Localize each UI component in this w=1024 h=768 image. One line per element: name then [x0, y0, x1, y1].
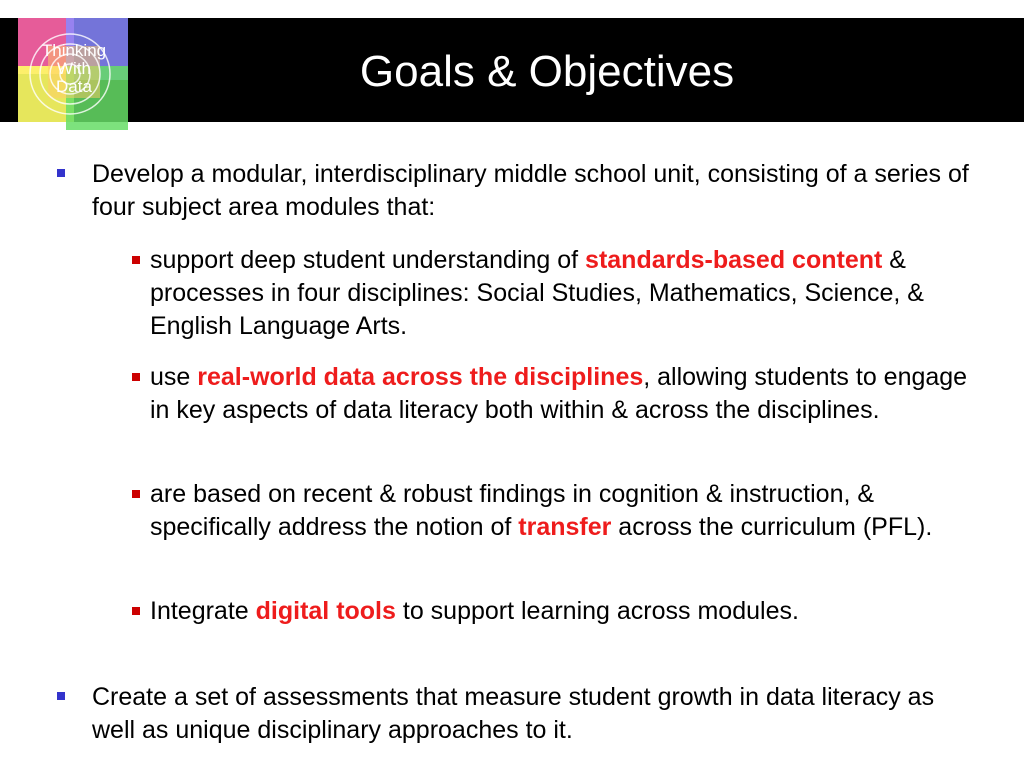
sub-bullet-text: use	[150, 363, 198, 391]
slide-title: Goals & Objectives	[359, 47, 735, 96]
sub-bullet-transfer	[150, 478, 980, 544]
level1-bullet-icon	[57, 169, 65, 177]
logo-line2: With	[57, 59, 91, 78]
sub-bullet-text: , allowing students to engage in key aspects of data literacy both within & across the disciplines.	[150, 363, 968, 424]
sub-bullet-text: are based on recent & robust findings in cognition & instruction, & specifically address the notion of	[150, 480, 875, 541]
level1-bullet-icon	[57, 692, 65, 700]
sub-bullet-text: Integrate	[150, 597, 256, 625]
logo-line3: Data	[56, 77, 92, 96]
highlight-text: standards-based content	[585, 246, 883, 274]
sub-bullet-standards	[150, 244, 980, 343]
sub-bullet-text: support deep student understanding of	[150, 246, 586, 274]
bullet-develop: Develop a modular, interdisciplinary middle school unit, consisting of a series of four subject area modules that:	[92, 160, 969, 221]
sub-bullet-text: & processes in four disciplines: Social Studies, Mathematics, Science, & English Language Arts.	[150, 246, 924, 340]
highlight-text: transfer	[518, 513, 612, 541]
highlight-text: digital tools	[255, 597, 396, 625]
level2-bullet-icon	[132, 490, 140, 498]
level2-bullet-icon	[132, 256, 140, 264]
sub-bullet-text: across the curriculum (PFL).	[611, 513, 933, 541]
sub-bullet-digital-tools	[150, 595, 980, 628]
logo-line1: Thinking	[41, 41, 107, 60]
level2-bullet-icon	[132, 373, 140, 381]
sub-bullet-real-world-data	[150, 361, 980, 427]
sub-bullet-text: to support learning across modules.	[395, 597, 799, 625]
bullet-assessments: Create a set of assessments that measure student growth in data literacy as well as unique disciplinary approaches to it.	[92, 683, 935, 744]
highlight-text: real-world data across the disciplines	[197, 363, 644, 391]
level2-bullet-icon	[132, 607, 140, 615]
